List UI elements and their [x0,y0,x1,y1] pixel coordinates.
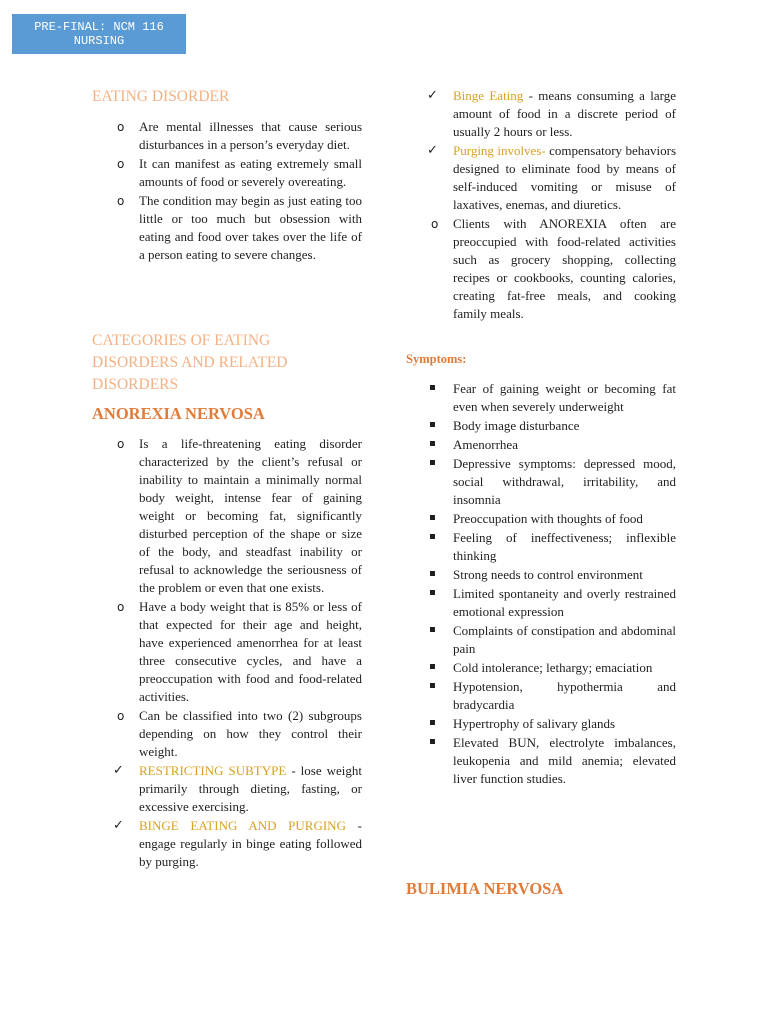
circle-bullet-icon: o [117,600,125,614]
symptom-item: Depressive symptoms: depressed mood, social withdrawal, irritability, and insomnia [406,455,676,509]
list-item: o Clients with ANOREXIA often are preoccupied with food-related activities such as grocery shopping, collecting recipes or cookbooks, counting calories, creating fat-free meals, and cooking family meals. [431,216,676,321]
symptom-item: Feeling of ineffectiveness; inflexible thinking [406,529,676,565]
check-icon: ✓ [113,763,124,778]
check-icon: ✓ [427,143,438,158]
square-bullet-icon [430,441,435,446]
symptom-item: Cold intolerance; lethargy; emaciation [406,659,676,677]
list-item: ✓ Purging involves- compensatory behaviors designed to eliminate food by means of self-induced vomiting or misuse of laxatives, enemas, and diuretics. [427,143,676,212]
heading-anorexia-nervosa: ANOREXIA NERVOSA [92,404,265,423]
circle-bullet-icon: o [117,157,125,171]
badge-title: PRE-FINAL: NCM 116 [34,20,164,34]
document-badge [12,14,186,54]
symptom-item: Amenorrhea [406,436,676,454]
square-bullet-icon [430,683,435,688]
square-bullet-icon [430,590,435,595]
symptom-item: Body image disturbance [406,417,676,435]
list-item: ✓ RESTRICTING SUBTYPE - lose weight primarily through dieting, fasting, or excessive exercising. [113,763,362,814]
symptom-item: Elevated BUN, electrolyte imbalances, leukopenia and mild anemia; elevated liver function studies. [406,734,676,788]
heading-symptoms: Symptoms: [406,352,467,366]
circle-bullet-icon: o [117,437,125,451]
anorexia-list [92,435,362,872]
badge-subtitle: NURSING [73,34,125,48]
square-bullet-icon [430,720,435,725]
list-item: o Is a life-threatening eating disorder characterized by the client’s refusal or inability to maintain a minimally normal body weight, intense fear of gaining weight or becoming fat, significantly disturbed perception of the shape or size of the body, and steadfast inability or refusal to acknowledge the seriousness of the problem or even that one exists. [117,436,362,595]
check-icon: ✓ [113,818,124,833]
list-item: o Can be classified into two (2) subgroups depending on how they control their weight. [117,708,362,759]
symptom-item: Strong needs to control environment [406,566,676,584]
square-bullet-icon [430,664,435,669]
square-bullet-icon [430,739,435,744]
list-item: o It can manifest as eating extremely small amounts of food or severely overeating. [117,156,362,189]
list-item: ✓ BINGE EATING AND PURGING - engage regularly in binge eating followed by purging. [113,818,362,869]
circle-bullet-icon: o [117,194,125,208]
list-item: o Have a body weight that is 85% or less of that expected for their age and height, have experienced amenorrhea for at least three consecutive cycles, and have a preoccupation with food and food-related activities. [117,599,362,704]
eating-disorder-list [92,118,362,265]
symptom-item: Hypotension, hypothermia and bradycardia [406,678,676,714]
symptom-item: Complaints of constipation and abdominal pain [406,622,676,658]
heading-categories: CATEGORIES OF EATING DISORDERS AND RELATED DISORDERS [92,332,288,393]
list-item: o Are mental illnesses that cause serious disturbances in a person’s everyday diet. [117,119,362,152]
symptom-item: Hypertrophy of salivary glands [406,715,676,733]
symptom-item: Limited spontaneity and overly restrained emotional expression [406,585,676,621]
square-bullet-icon [430,571,435,576]
square-bullet-icon [430,422,435,427]
subtype-list [406,87,676,324]
square-bullet-icon [430,627,435,632]
symptom-item: Fear of gaining weight or becoming fat even when severely underweight [406,380,676,416]
heading-eating-disorder: EATING DISORDER [92,88,230,105]
square-bullet-icon [430,515,435,520]
circle-bullet-icon: o [117,120,125,134]
heading-bulimia-nervosa: BULIMIA NERVOSA [406,879,564,898]
symptoms-list [406,380,676,789]
list-item: ✓ Binge Eating - means consuming a large amount of food in a discrete period of usually 2 hours or less. [427,88,676,139]
square-bullet-icon [430,534,435,539]
check-icon: ✓ [427,88,438,103]
square-bullet-icon [430,385,435,390]
symptom-item: Preoccupation with thoughts of food [406,510,676,528]
square-bullet-icon [430,460,435,465]
circle-bullet-icon: o [117,709,125,723]
circle-bullet-icon: o [431,217,439,231]
list-item: o The condition may begin as just eating too little or too much but obsession with eating and food over takes over the life of a person eating to severe changes. [117,193,362,262]
